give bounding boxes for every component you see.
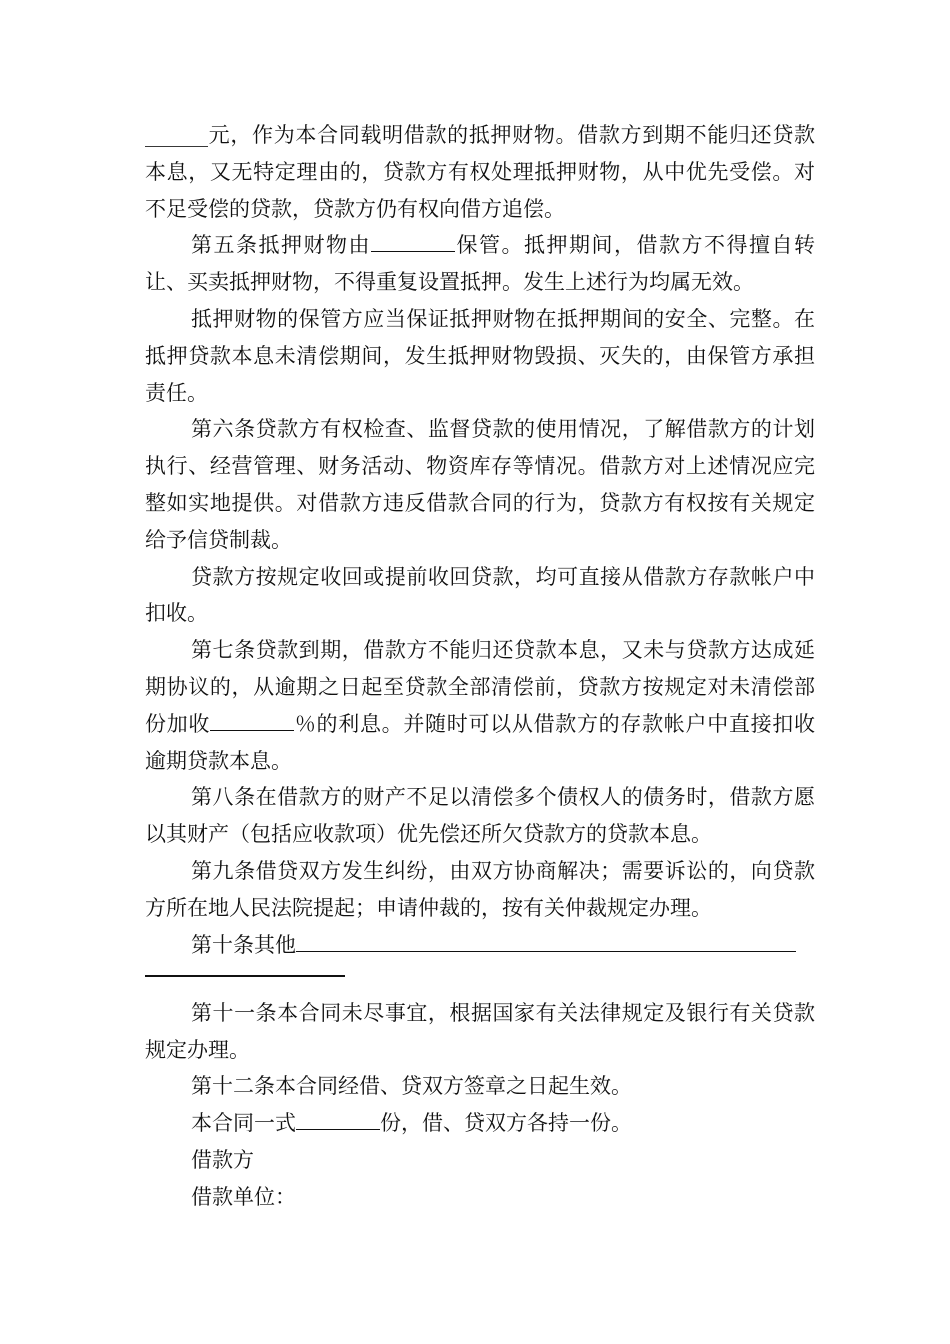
paragraph-text: ％的利息。并随时可以从借款方的存款帐户中直接扣收逾期贷款本息。 (145, 711, 816, 773)
blank-other-terms-continuation (145, 975, 345, 977)
paragraph-article-7 (145, 632, 815, 779)
borrower-unit-label: 借款单位： (191, 1184, 296, 1209)
paragraph-text: 保管。抵押期间，借款方不得擅自转让、买卖抵押财物，不得重复设置抵押。发生上述行为均属无效。 (145, 233, 815, 295)
document-page (145, 117, 815, 1216)
paragraph-text: 元，作为本合同载明借款的抵押财物。借款方到期不能归还贷款本息，又无特定理由的，贷款方有权处理抵押财物，从中优先受偿。对不足受偿的贷款，贷款方仍有权向借方追偿。 (145, 123, 815, 221)
paragraph-text: 份，借、贷双方各持一份。 (380, 1111, 632, 1136)
borrower-label: 借款方 (191, 1148, 254, 1173)
blank-interest-rate (210, 712, 294, 731)
paragraph-custodian-duty: 抵押财物的保管方应当保证抵押财物在抵押期间的安全、完整。在抵押贷款本息未清偿期间，发生抵押财物毁损、灭失的，由保管方承担责任。 (145, 306, 815, 405)
blank-amount-text: ______ (145, 123, 208, 147)
paragraph-article-5 (145, 227, 815, 301)
paragraph-article-8: 第八条在借款方的财产不足以清偿多个债权人的债务时，借款方愿以其财产（包括应收款项）优先偿还所欠贷款方的贷款本息。 (145, 785, 815, 847)
paragraph-collateral-disposal (145, 117, 815, 227)
paragraph-text: 第七条贷款到期，借款方不能归还贷款本息，又未与贷款方达成延期协议的，从逾期之日起至贷款全部清偿前，贷款方按规定对未清偿部份加收 (145, 638, 815, 736)
blank-copy-count (296, 1111, 380, 1130)
paragraph-text: 第十条其他 (191, 932, 296, 957)
paragraph-article-9: 第九条借贷双方发生纠纷，由双方协商解决；需要诉讼的，向贷款方所在地人民法院提起；申请仲裁的，按有关仲裁规定办理。 (145, 858, 815, 920)
paragraph-article-11: 第十一条本合同未尽事宜，根据国家有关法律规定及银行有关贷款规定办理。 (145, 1000, 815, 1062)
paragraph-article-12: 第十二条本合同经借、贷双方签章之日起生效。 (191, 1074, 632, 1099)
paragraph-article-6: 第六条贷款方有权检查、监督贷款的使用情况，了解借款方的计划执行、经营管理、财务活动、物资库存等情况。借款方对上述情况应完整如实地提供。对借款方违反借款合同的行为，贷款方有权按有关规定给予信贷制裁。 (145, 417, 815, 552)
blank-other-terms (296, 933, 796, 952)
paragraph-text: 第五条抵押财物由 (191, 233, 371, 258)
paragraph-copies (145, 1105, 815, 1142)
paragraph-repayment-deduction: 贷款方按规定收回或提前收回贷款，均可直接从借款方存款帐户中扣收。 (145, 564, 815, 626)
blank-custodian (371, 233, 455, 252)
paragraph-article-10 (145, 927, 815, 964)
paragraph-text: 本合同一式 (191, 1111, 296, 1136)
